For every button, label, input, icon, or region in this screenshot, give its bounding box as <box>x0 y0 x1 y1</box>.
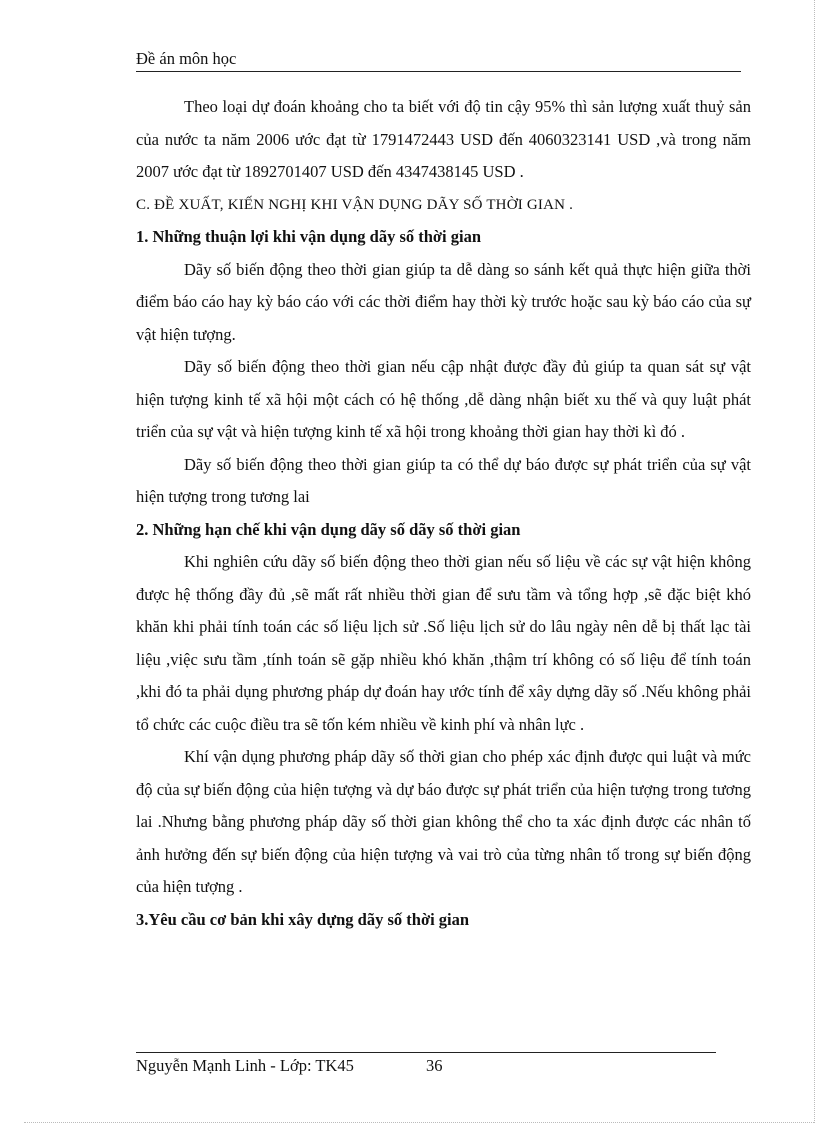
paragraph-limitation-1: Khi nghiên cứu dãy số biến động theo thời gian nếu số liệu về các sự vật hiện không được hệ thống đầy đủ ,sẽ mất rất nhiều thời gian để sưu tầm và tổng hợp ,sẽ đặc biệt khó khăn khi phải tính toán các số liệu lịch sử .Số liệu lịch sử do lâu ngày nên dễ bị thất lạc tài liệu ,việc sưu tầm ,tính toán sẽ gặp nhiều khó khăn ,thậm trí không có số liệu để tính toán ,khi đó ta phải dụng phương pháp dự đoán hay ước tính để xây dựng dãy số .Nếu không phải tổ chức các cuộc điều tra sẽ tốn kém nhiều về kinh phí và nhân lực . <box>136 552 751 734</box>
page-number: 36 <box>426 1056 443 1075</box>
footer-author: Nguyễn Mạnh Linh - Lớp: TK45 <box>136 1056 354 1075</box>
heading-limitations: 2. Những hạn chế khi vận dụng dãy số dãy số thời gian <box>136 519 521 539</box>
heading-requirements: 3.Yêu cầu cơ bản khi xây dựng dãy số thời gian <box>136 909 470 929</box>
section-c-title: C. ĐỀ XUẤT, KIẾN NGHỊ KHI VẬN DỤNG DÃY SỐ THỜI GIAN . <box>136 196 574 213</box>
header-title: Đề án môn học <box>136 49 237 68</box>
paragraph-forecast: Theo loại dự đoán khoảng cho ta biết với độ tin cậy 95% thì sản lượng xuất thuỷ sản của nước ta năm 2006 ước đạt từ 1791472443 USD đến 4060323141 USD ,và trong năm 2007 ước đạt từ 1892701407 USD đến 4347438145 USD . <box>136 97 751 181</box>
page-right-edge <box>814 0 815 1123</box>
footer-divider <box>136 1052 716 1053</box>
paragraph-advantage-1: Dãy số biến động theo thời gian giúp ta dễ dàng so sánh kết quả thực hiện giữa thời điểm báo cáo hay kỳ báo cáo với các thời điểm hay thời kỳ trước hoặc sau kỳ báo cáo của sự vật hiện tượng. <box>136 259 751 344</box>
page-footer <box>136 1055 443 1077</box>
paragraph-limitation-2: Khí vận dụng phương pháp dãy số thời gian cho phép xác định được qui luật và mức độ của sự biến động của hiện tượng và dự báo được sự phát triển của hiện tượng trong tương lai .Nhưng bằng phương pháp dãy số thời gian không thể cho ta xác định được các nhân tố ảnh hưởng đến sự biến động của hiện tượng và vai trò của từng nhân tố trong sự biến động của hiện tượng . <box>136 747 751 896</box>
page-header <box>136 48 741 70</box>
paragraph-advantage-3: Dãy số biến động theo thời gian giúp ta có thể dự báo được sự phát triển của sự vật hiện tượng trong tương lai <box>136 454 751 506</box>
document-body <box>136 91 751 936</box>
header-divider <box>136 71 741 72</box>
paragraph-advantage-2: Dãy số biến động theo thời gian nếu cập nhật được đầy đủ giúp ta quan sát sự vật hiện tượng kinh tế xã hội một cách có hệ thống ,dễ dàng nhận biết xu thế và quy luật phát triển của sự vật và hiện tượng kinh tế xã hội trong khoảng thời gian hay thời kì đó . <box>136 357 751 441</box>
heading-advantages: 1. Những thuận lợi khi vận dụng dãy số thời gian <box>136 227 482 246</box>
